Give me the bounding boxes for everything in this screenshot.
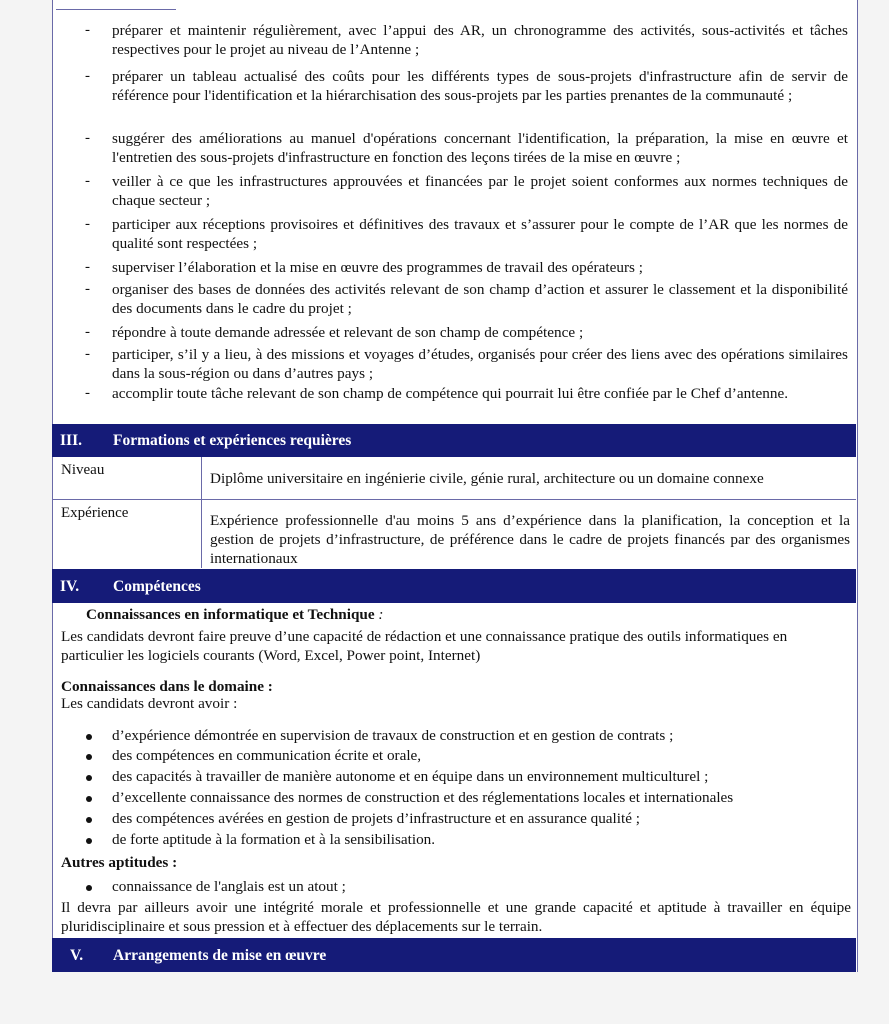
bullet-icon	[86, 775, 92, 781]
domain-skills-intro: Les candidats devront avoir :	[61, 695, 238, 712]
domain-skills-heading: Connaissances dans le domaine :	[61, 678, 273, 695]
requirement-row-experience	[52, 500, 856, 568]
column-divider	[201, 457, 202, 499]
section-header-V	[52, 938, 856, 972]
it-skills-heading: Connaissances en informatique et Technique :	[86, 606, 384, 623]
bullet-icon	[86, 817, 92, 823]
column-divider	[201, 500, 202, 568]
section-header-III	[52, 424, 856, 457]
bullet-icon	[86, 885, 92, 891]
it-skills-text: Les candidats devront faire preuve d’une capacité de rédaction et une connaissance pratique des outils informatiques en particulier les logiciels courants (Word, Excel, Power point, Internet)	[61, 628, 788, 664]
row-label: Expérience	[61, 505, 129, 521]
section-title: Arrangements de mise en œuvre	[113, 947, 327, 964]
section-title: Formations et expériences requières	[113, 432, 352, 449]
other-skills-heading: Autres aptitudes :	[61, 854, 178, 871]
section-number: V.	[70, 947, 84, 964]
requirement-row-niveau	[52, 457, 856, 500]
section-header-IV	[52, 569, 856, 603]
row-label: Niveau	[61, 462, 105, 478]
bullet-icon	[86, 754, 92, 760]
row-value: Diplôme universitaire en ingénierie civile, génie rural, architecture ou un domaine connexe	[210, 470, 764, 487]
bullet-icon	[86, 796, 92, 802]
section-title: Compétences	[113, 578, 201, 595]
section-number: III.	[60, 432, 82, 449]
bullet-icon	[86, 734, 92, 740]
section-number: IV.	[60, 578, 80, 595]
top-table-edge	[56, 0, 176, 10]
row-value: Expérience professionnelle d'au moins 5 ans d’expérience dans la planification, la conception et la gestion de projets d’infrastructure, de préférence dans le cadre de projets financés par des organismes internationaux	[210, 512, 850, 567]
closing-paragraph: Il devra par ailleurs avoir une intégrité morale et professionnelle et une grande capacité et aptitude à travailler en équipe pluridisciplinaire et sous pression et à effectuer des déplacements sur le terrain.	[61, 899, 851, 935]
bullet-icon	[86, 838, 92, 844]
